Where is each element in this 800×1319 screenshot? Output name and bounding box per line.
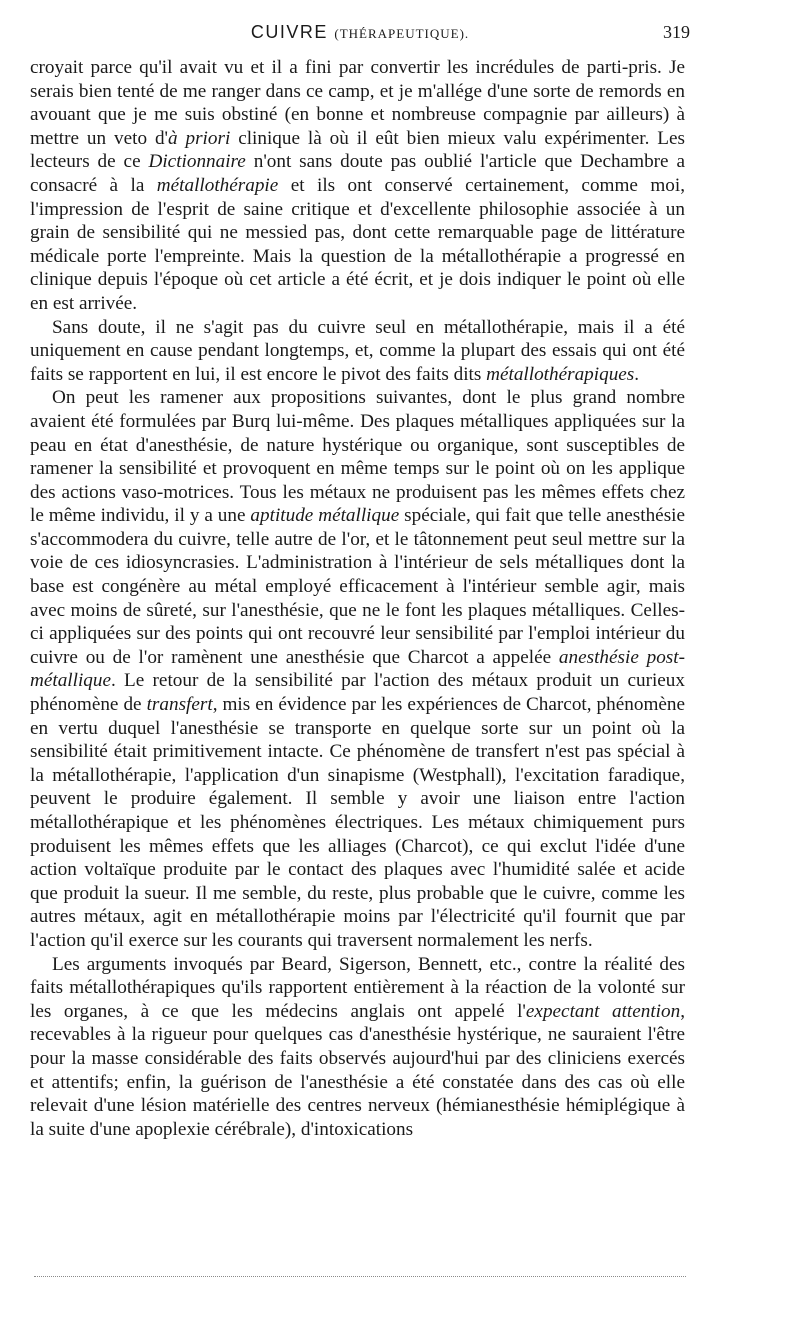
text-run: On peut les ramener aux propositions suivantes, dont le plus grand nombre avaient été formulées par Burq lui-même. Des plaques métalliques appliquées sur la peau en état d'anesthésie, de nature hystérique ou organique, sont susceptibles de ramener la sensibilité et provoquent en même temps sur le point où on les applique des actions vaso-motrices. Tous les métaux ne produisent pas les mêmes effets chez le même individu, il y a une	[30, 387, 685, 527]
italic-term: expectant attention	[525, 1000, 681, 1022]
italic-term: Dictionnaire	[148, 151, 246, 173]
italic-term: métallothérapiques	[486, 363, 635, 385]
text-run: clinique là où il eût bien mieux valu expérimenter. Les lecteurs de ce	[30, 127, 685, 173]
italic-term: métallothérapie	[156, 174, 279, 196]
paragraph	[30, 56, 685, 316]
italic-term: à priori	[168, 127, 231, 149]
text-run: croyait parce qu'il avait vu et il a fini par convertir les incrédules de parti-pris. Je serais bien tenté de me ranger dans ce camp, et je m'allége d'une sorte de remords en avouant que je me suis obstiné (en bonne et nombreuse compagnie par ailleurs) à mettre un veto d'	[30, 57, 685, 149]
footer-dotted-rule	[34, 1276, 686, 1279]
text-run: n'ont sans doute pas oublié l'article que Dechambre a consacré à la	[30, 151, 685, 196]
paragraph	[30, 316, 685, 387]
page-number: 319	[663, 22, 690, 42]
paragraph	[30, 386, 685, 952]
running-head-subtitle: (THÉRAPEUTIQUE).	[334, 26, 470, 41]
running-head-title	[30, 22, 690, 43]
italic-term: aptitude métallique	[250, 505, 400, 527]
text-run: spéciale, qui fait que telle anesthésie s'accommodera du cuivre, telle autre de l'or, et le tâtonnement peut seul mettre sur la voie de ces idiosyncrasies. L'administration à l'intérieur de sels métalliques dont la base est congénère au métal employé efficacement à l'intérieur semble agir, mais avec moins de sûreté, sur l'anesthésie, que ne le font les plaques métalliques. Celles-ci appliquées sur des points qui ont recouvré leur sensibilité par l'emploi intérieur du cuivre ou de l'or ramènent une anesthésie que Charcot a appelée	[30, 505, 686, 668]
text-run: .	[634, 363, 640, 385]
text-run: . Le retour de la sensibilité par l'action des métaux produit un curieux phénomène de	[30, 670, 685, 716]
italic-term: transfert	[146, 694, 213, 716]
text-run: Sans doute, il ne s'agit pas du cuivre seul en métallothérapie, mais il a été uniquement en cause pendant longtemps, et, comme la plupart des essais qui ont été faits se rapportent en lui, il est encore le pivot des faits dits	[30, 316, 685, 385]
text-run: , recevables à la rigueur pour quelques cas d'anesthésie hystérique, ne sauraient l'être pour la masse considérable des faits observés aujourd'hui par des cliniciens exercés et attentifs; enfin, la guérison de l'anesthésie a été constatée dans des cas où elle relevait d'une lésion matérielle des centres nerveux (hémianesthésie hémiplégique à la suite d'une apoplexie cérébrale), d'intoxications	[30, 1000, 685, 1140]
running-head	[30, 22, 690, 52]
paragraph	[30, 953, 685, 1142]
text-run: , mis en évidence par les expériences de Charcot, phénomène en vertu duquel l'anesthésie se transporte en quelque sorte sur un point où la sensibilité était primitivement intacte. Ce phénomène de transfert n'est pas spécial à la métallothérapie, l'application d'un sinapisme (Westphall), l'excitation faradique, peuvent le produire également. Il semble y avoir une liaison entre l'action métallothérapique et les phénomènes électriques. Les métaux chimiquement purs produisent les mêmes effets que les alliages (Charcot), ce qui exclut l'idée d'une action voltaïque produite par le contact des plaques avec l'humidité salée et acide que produit la sueur. Il me semble, du reste, plus probable que le cuivre, comme les autres métaux, agit en métallothérapie moins par l'électricité qu'il fournit que par l'action qu'il exerce sur les courants qui traversent normalement les nerfs.	[30, 694, 685, 951]
italic-term: anesthésie post-métallique	[30, 646, 685, 692]
text-run: Les arguments invoqués par Beard, Sigerson, Bennett, etc., contre la réalité des faits métallothérapiques qu'ils rapportent entièrement à la réaction de la volonté sur les organes, à ce que les médecins anglais ont appelé l'	[30, 953, 685, 1022]
body-text	[30, 56, 685, 1141]
running-head-main: CUIVRE	[250, 22, 328, 42]
text-run: et ils ont conservé certainement, comme moi, l'impression de l'esprit de saine critique et d'excellente philosophie associée à un grain de sensibilité qui ne messied pas, dont cette remarquable page de littérature médicale porte l'empreinte. Mais la question de la métallothérapie a progressé en clinique depuis l'époque où cet article a été écrit, et je dois indiquer le point où elle en est arrivée.	[30, 174, 685, 314]
